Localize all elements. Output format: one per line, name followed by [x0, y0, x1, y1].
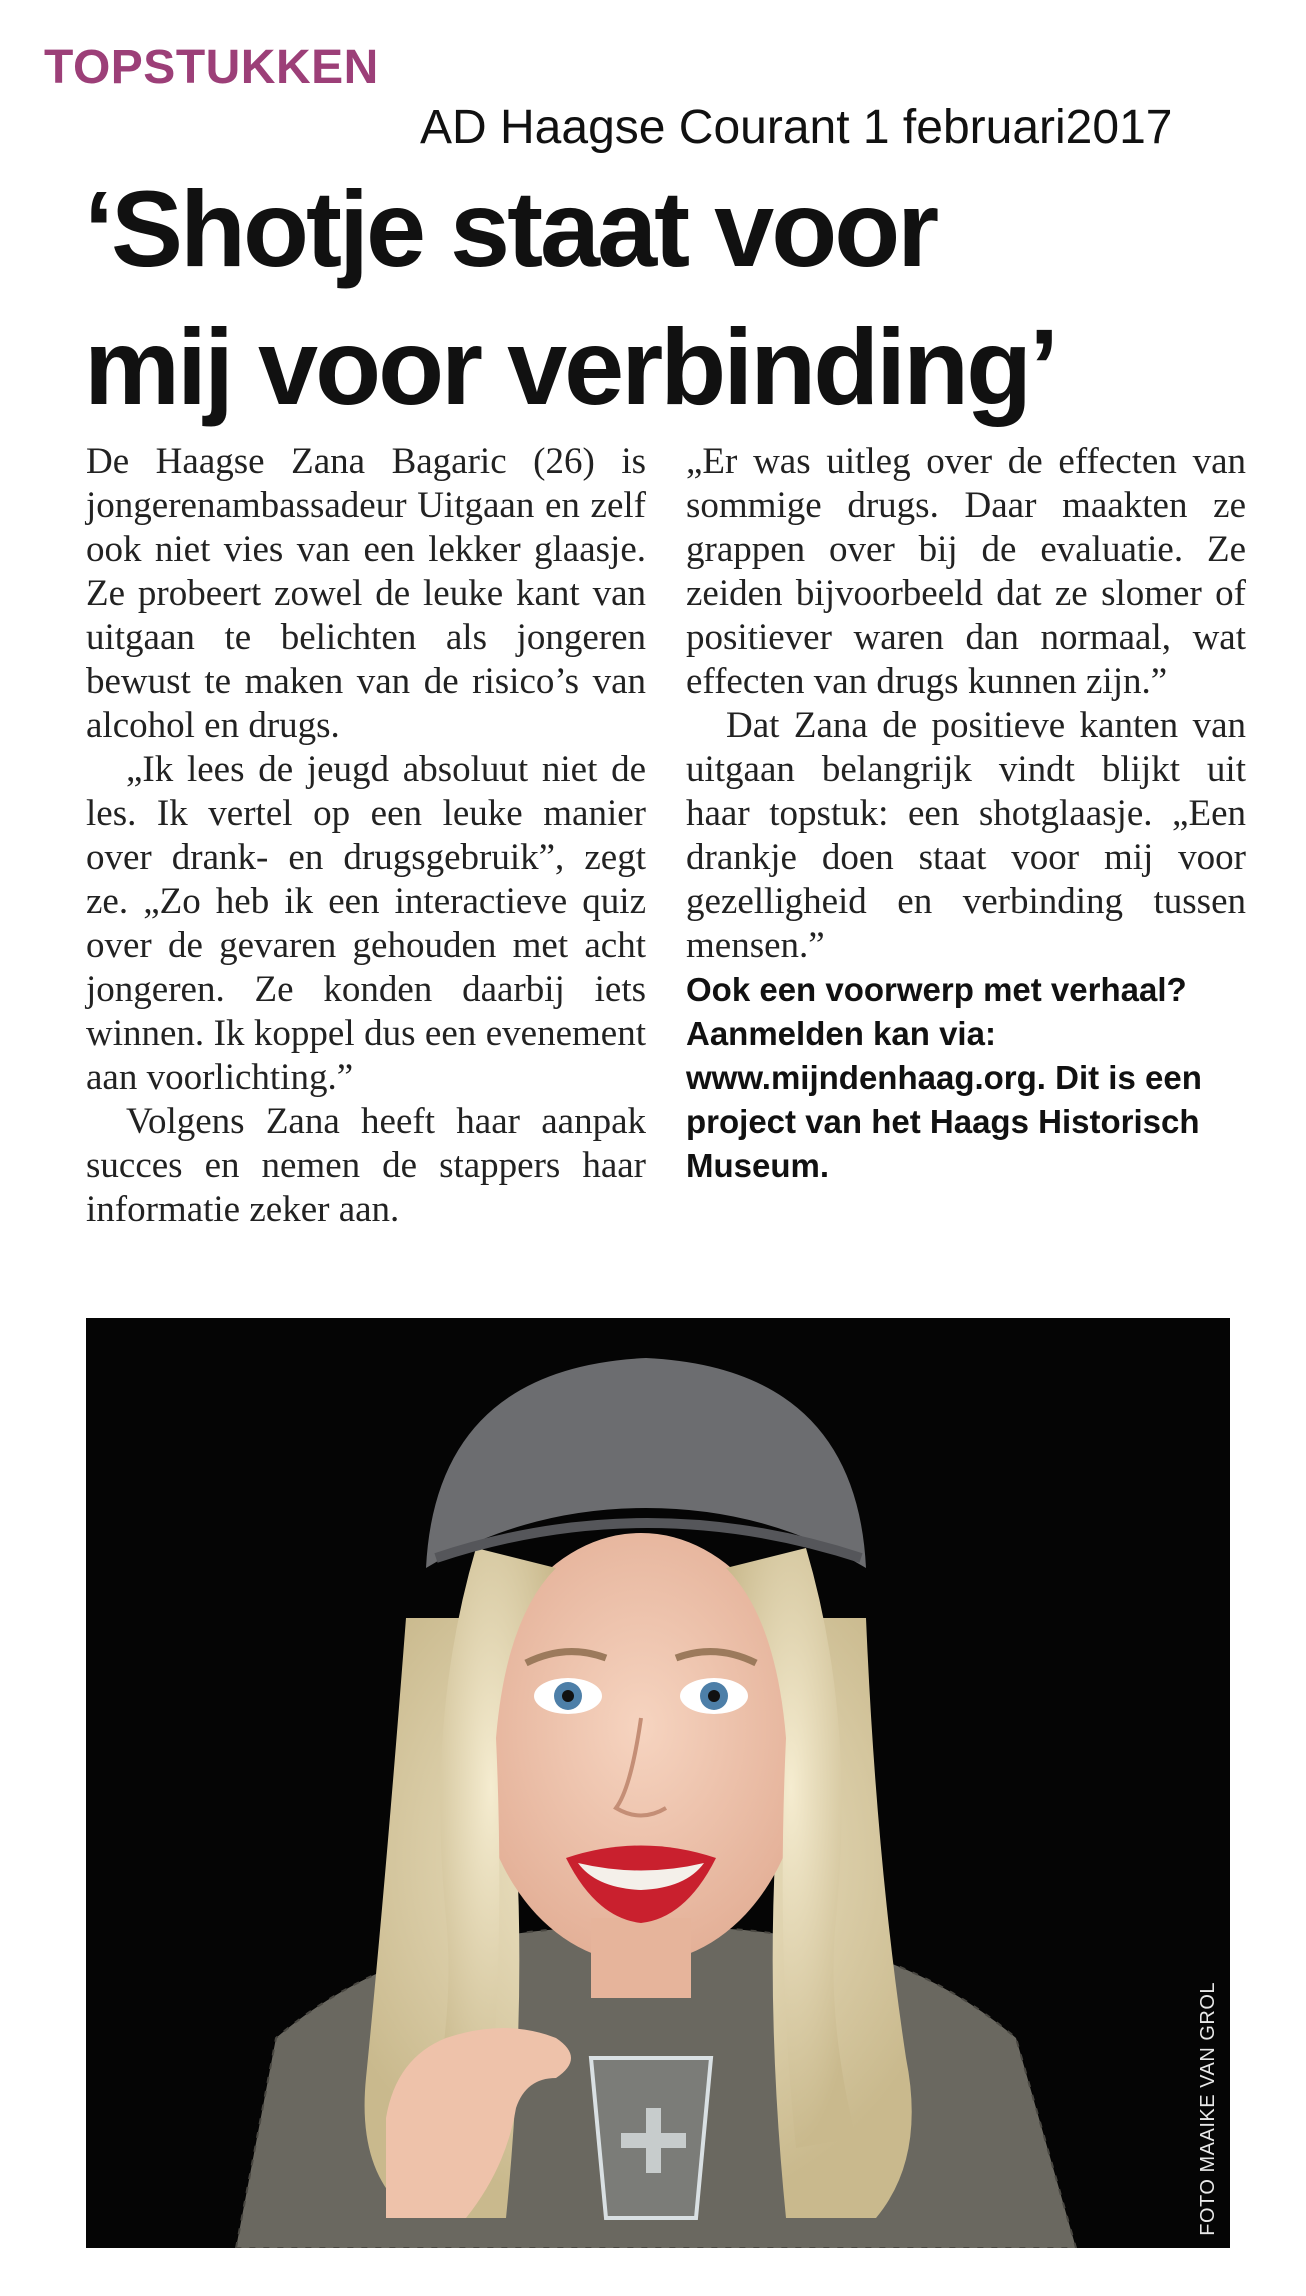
article-column-left — [86, 440, 646, 1232]
paragraph: Volgens Zana heeft haar aanpak succes en nemen de stappers haar informatie zeker aan. — [86, 1101, 646, 1230]
call-to-action: Ook een voorwerp met verhaal? Aanmelden kan via: www.mijndenhaag.org. Dit is een project van het Haags Historisch Museum. — [686, 971, 1202, 1184]
article-column-right — [686, 440, 1246, 1188]
headline — [84, 160, 1234, 436]
paragraph: „Er was uitleg over de effecten van sommige drugs. Daar maakten ze grappen over bij de evaluatie. Ze zeiden bijvoorbeeld dat ze slomer of positiever waren dan normaal, wat effecten van drugs kunnen zijn.” — [686, 441, 1246, 702]
source-line: AD Haagse Courant 1 februari2017 — [420, 101, 1173, 154]
paragraph: Dat Zana de positieve kanten van uitgaan belangrijk vindt blijkt uit haar topstuk: een shotglaasje. „Een drankje doen staat voor mij voor gezelligheid en verbinding tussen mensen.” — [686, 705, 1246, 966]
headline-line-1: ‘Shotje staat voor — [84, 168, 937, 289]
portrait-photo — [86, 1318, 1230, 2248]
paragraph: „Ik lees de jeugd absoluut niet de les. Ik vertel op een leuke manier over drank- en drugsgebruik”, zegt ze. „Zo heb ik een interactieve quiz over de gevaren gehouden met acht jongeren. Ze konden daarbij iets winnen. Ik koppel dus een evenement aan voorlichting.” — [86, 749, 646, 1098]
photo-credit: FOTO MAAIKE VAN GROL — [1197, 1982, 1219, 2236]
headline-line-2: mij voor verbinding’ — [84, 306, 1057, 427]
section-rubric: TOPSTUKKEN — [44, 41, 379, 94]
paragraph: De Haagse Zana Bagaric (26) is jongerenambassadeur Uitgaan en zelf ook niet vies van een lekker glaasje. Ze probeert zowel de leuke kant van uitgaan te belichten als jongeren bewust te maken van de risico’s van alcohol en drugs. — [86, 441, 646, 746]
portrait-illustration — [86, 1318, 1230, 2248]
